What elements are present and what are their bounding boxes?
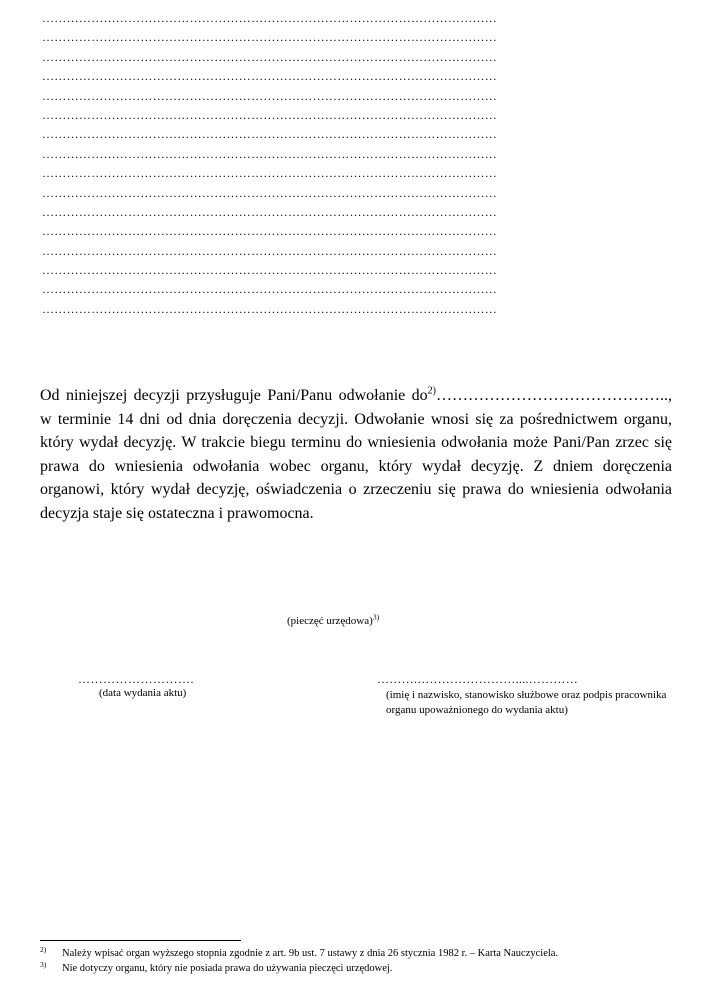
dotted-line: …………………………………………………………………………………………………	[42, 301, 498, 316]
signature-caption: (imię i nazwisko, stanowisko służbowe oraz podpis pracownika organu upoważnionego do wydania aktu)	[386, 689, 667, 716]
dotted-line: …………………………………………………………………………………………………	[42, 185, 498, 200]
footnote-text: Należy wpisać organ wyższego stopnia zgodnie z art. 9b ust. 7 ustawy z dnia 26 stycznia 1982 r. – Karta Nauczyciela.	[62, 948, 559, 959]
footnote-text: Nie dotyczy organu, który nie posiada prawa do używania pieczęci urzędowej.	[62, 963, 393, 974]
date-caption: (data wydania aktu)	[99, 687, 187, 699]
dotted-line: …………………………………………………………………………………………………	[42, 69, 498, 84]
dotted-line: …………………………………………………………………………………………………	[42, 146, 498, 161]
footnote-separator	[40, 940, 241, 941]
dotted-line: …………………………………………………………………………………………………	[42, 243, 498, 258]
date-fill-line: ……………………….	[78, 672, 194, 686]
dotted-fill-lines	[42, 9, 672, 319]
dotted-line: …………………………………………………………………………………………………	[42, 88, 498, 103]
appeal-text-start: Od niniejszej decyzji przysługuje Pani/Panu odwołanie do	[40, 387, 428, 404]
dotted-line: …………………………………………………………………………………………………	[42, 11, 498, 25]
stamp-label-text: (pieczęć urzędowa)	[287, 615, 373, 627]
dotted-line: …………………………………………………………………………………………………	[42, 107, 498, 122]
appeal-paragraph	[40, 384, 672, 525]
dotted-line: …………………………………………………………………………………………………	[42, 263, 498, 278]
signature-fill-line: ……….……………………....…………	[377, 672, 578, 686]
dotted-line: …………………………………………………………………………………………………	[42, 282, 498, 297]
official-stamp-label	[287, 612, 380, 627]
dotted-line: …………………………………………………………………………………………………	[42, 166, 498, 181]
dotted-line: …………………………………………………………………………………………………	[42, 127, 498, 142]
dotted-line: …………………………………………………………………………………………………	[42, 49, 498, 64]
dotted-line: …………………………………………………………………………………………………	[42, 30, 498, 45]
footnote-ref-3: 3)	[372, 612, 380, 622]
footnote-3: $^{3)}$ Nie dotyczy organu, który nie posiada prawa do używania pieczęci urzędowej.	[40, 959, 393, 974]
dotted-line: …………………………………………………………………………………………………	[42, 204, 498, 219]
dotted-line: …………………………………………………………………………………………………	[42, 224, 498, 239]
appeal-text-rest: …………………………………….., w terminie 14 dni od dnia doręczenia decyzji. Odwołanie wnosi się za pośrednictwem organu, który wydał decyzję. W trakcie biegu terminu do wniesienia odwołania może Pani/Pan zrzec się prawa do wniesienia odwołania wobec organu, który wydał decyzję. Z dniem doręczenia organowi, który wydał decyzję, oświadczenia o zrzeczeniu się prawa do wniesienia odwołania decyzja staje się ostateczna i prawomocna.	[40, 387, 672, 522]
footnote-2: $^{2)}$ Należy wpisać organ wyższego stopnia zgodnie z art. 9b ust. 7 ustawy z dnia 26 stycznia 1982 r. – Karta Nauczyciela.	[40, 944, 559, 959]
footnote-ref-2: 2)	[427, 385, 436, 397]
